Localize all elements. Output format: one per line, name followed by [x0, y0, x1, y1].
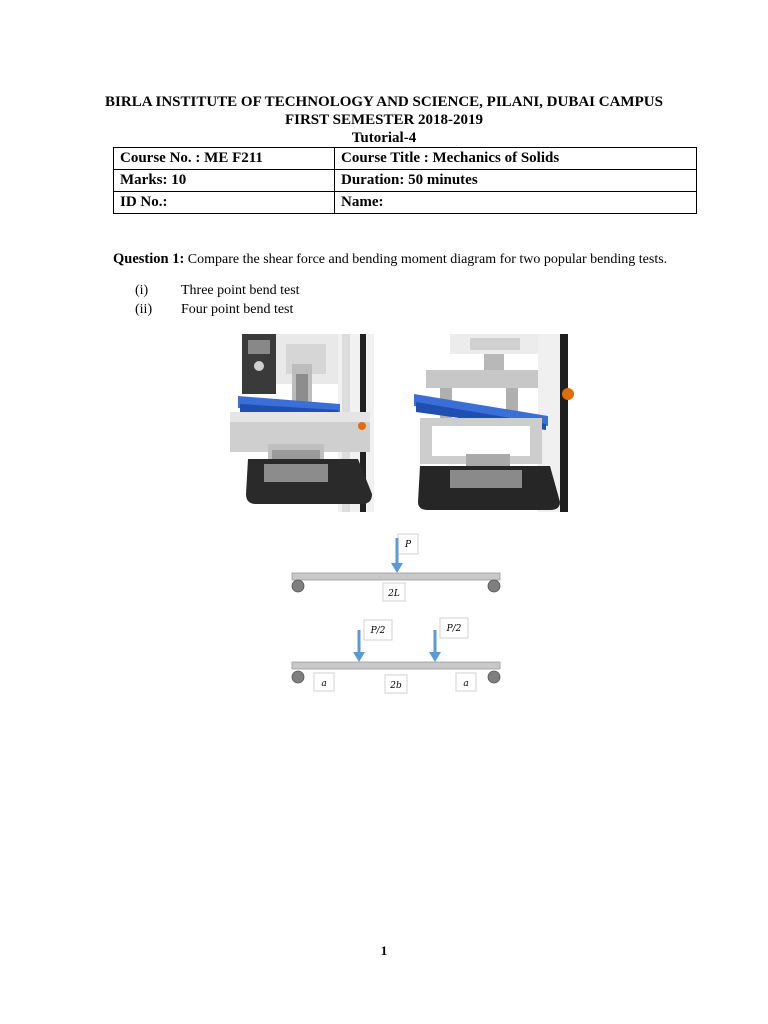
support-right-icon — [488, 671, 500, 683]
institute-heading: BIRLA INSTITUTE OF TECHNOLOGY AND SCIENCE, PILANI, DUBAI CAMPUS — [105, 94, 663, 110]
beam — [292, 662, 500, 669]
support-left-icon — [292, 671, 304, 683]
span-label: 2L — [388, 589, 400, 599]
question-1-text: Compare the shear force and bending moment diagram for two popular bending tests. — [184, 252, 668, 267]
list-item-text: Four point bend test — [181, 302, 294, 317]
list-item-number: (i) — [135, 283, 149, 298]
list-item-number: (ii) — [135, 302, 153, 317]
semester-heading: FIRST SEMESTER 2018-2019 — [284, 112, 484, 128]
id-number-cell: ID No.: — [114, 192, 335, 214]
question-1-label: Question 1: — [113, 251, 185, 267]
down-arrow-icon — [391, 563, 403, 573]
load-left-label: P/2 — [370, 626, 386, 636]
name-cell: Name: — [335, 192, 697, 214]
support-right-icon — [488, 580, 500, 592]
tutorial-heading: Tutorial-4 — [351, 130, 417, 146]
four-point-bend-photo — [410, 334, 576, 512]
three-point-beam-diagram — [292, 534, 500, 601]
table-row — [114, 192, 697, 214]
support-left-icon — [292, 580, 304, 592]
load-right-label: P/2 — [446, 624, 462, 634]
marks-cell: Marks: 10 — [114, 170, 335, 192]
list-item-text: Three point bend test — [181, 283, 300, 298]
course-title-cell: Course Title : Mechanics of Solids — [335, 148, 697, 170]
three-point-bend-photo — [230, 334, 386, 512]
table-row — [114, 170, 697, 192]
down-arrow-icon — [353, 652, 365, 662]
course-number-cell: Course No. : ME F211 — [114, 148, 335, 170]
page-number: 1 — [380, 943, 388, 958]
four-point-beam-diagram — [292, 618, 500, 693]
question-1 — [113, 251, 667, 268]
segment-right-label: a — [463, 679, 469, 689]
course-info-table — [113, 147, 697, 214]
beam — [292, 573, 500, 580]
duration-cell: Duration: 50 minutes — [335, 170, 697, 192]
down-arrow-icon — [429, 652, 441, 662]
table-row — [114, 148, 697, 170]
segment-left-label: a — [321, 679, 327, 689]
beam-diagrams — [280, 530, 520, 700]
segment-middle-label: 2b — [390, 681, 402, 691]
three-point-load-label: P — [404, 540, 412, 550]
